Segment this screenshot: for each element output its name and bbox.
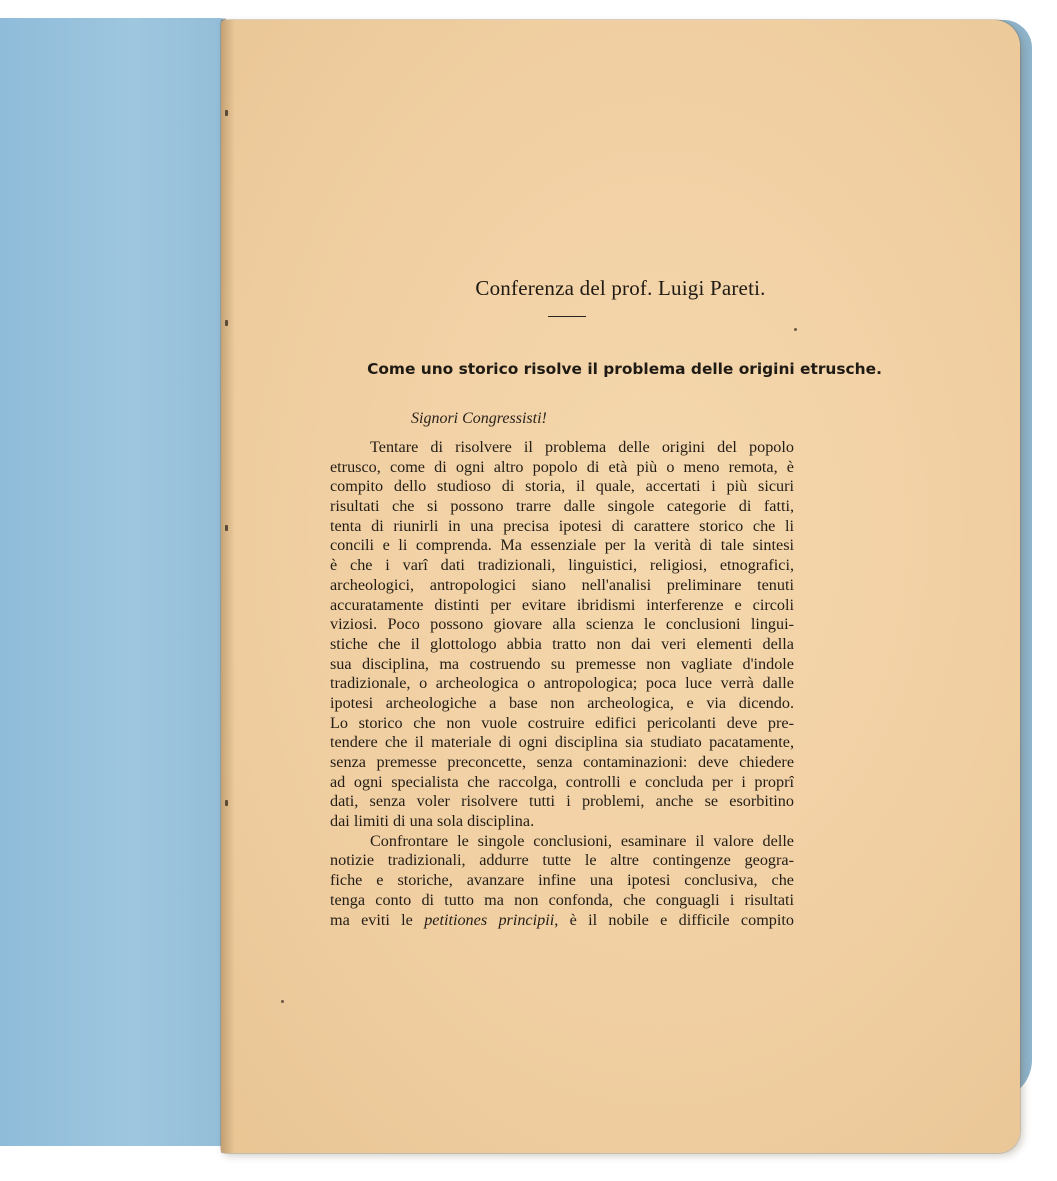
text-line: tenta di riunirli in una precisa ipotesi di carattere storico che li bbox=[330, 516, 794, 535]
text-line: senza premesse preconcette, senza contaminazioni: deve chiedere bbox=[330, 753, 794, 771]
text-line: concili e li comprenda. Ma essenziale per la verità di tale sintesi bbox=[330, 536, 794, 555]
binding-stitch bbox=[225, 525, 228, 531]
latin-phrase: petitiones principii bbox=[424, 910, 555, 929]
text-line: tenga conto di tutto ma non confonda, che conguagli i risultati bbox=[330, 890, 794, 909]
text-line: sua disciplina, ma costruendo su premesse non vagliate d'indole bbox=[330, 654, 794, 673]
text-line: ipotesi archeologiche a base non archeologica, e via dicendo. bbox=[330, 693, 794, 712]
text-line: stiche che il glottologo abbia tratto non dai veri elementi della bbox=[330, 634, 794, 653]
text-line: è che i varî dati tradizionali, linguistici, religiosi, etnografici, bbox=[330, 556, 794, 575]
book-page bbox=[221, 20, 1020, 1153]
text-line: risultati che si possono trarre dalle singole categorie di fatti, bbox=[330, 497, 794, 516]
body-text bbox=[330, 438, 794, 930]
text-line: viziosi. Poco possono giovare alla scienza le conclusioni lingui- bbox=[330, 615, 794, 634]
text-line: ma eviti le petitiones principii, è il nobile e difficile compito bbox=[330, 910, 794, 929]
binding-stitch bbox=[225, 110, 228, 116]
text-line: archeologici, antropologici siano nell'analisi preliminare tenuti bbox=[330, 575, 794, 594]
page-title: Conferenza del prof. Luigi Pareti. bbox=[475, 276, 766, 300]
text-line: dai limiti di una sola disciplina. bbox=[330, 812, 535, 831]
text-line: tradizionale, o archeologica o antropologica; poca luce verrà dalle bbox=[330, 674, 794, 693]
title-rule bbox=[548, 316, 586, 317]
text-line: compito dello studioso di storia, il quale, accertati i più sicuri bbox=[330, 477, 794, 496]
paper-speck bbox=[794, 328, 797, 331]
text-line: Lo storico che non vuole costruire edifici pericolanti deve pre- bbox=[330, 713, 794, 732]
text-line: dati, senza voler risolvere tutti i problemi, anche se esorbitino bbox=[330, 792, 794, 811]
text-line: accuratamente distinti per evitare ibridismi interferenze e circoli bbox=[330, 595, 794, 614]
page-gutter bbox=[221, 20, 235, 1153]
binding-stitch bbox=[225, 320, 228, 326]
text-line: etrusco, come di ogni altro popolo di età più o meno remota, è bbox=[330, 457, 794, 476]
text-line: ad ogni specialista che raccolga, controlli e concluda per i proprî bbox=[330, 772, 794, 791]
paper-speck bbox=[281, 1000, 284, 1003]
blue-paper-cover bbox=[0, 18, 226, 1146]
text-line: tendere che il materiale di ogni disciplina sia studiato pacatamente, bbox=[330, 733, 794, 752]
text-line: Tentare di risolvere il problema delle origini del popolo bbox=[370, 438, 794, 456]
binding-stitch bbox=[225, 800, 228, 806]
section-heading: Come uno storico risolve il problema delle origini etrusche. bbox=[367, 360, 882, 378]
salutation: Signori Congressisti! bbox=[411, 410, 547, 427]
text-line: fiche e storiche, avanzare infine una ipotesi conclusiva, che bbox=[330, 871, 794, 890]
text-line: notizie tradizionali, addurre tutte le altre contingenze geogra- bbox=[330, 851, 794, 870]
text-line: Confrontare le singole conclusioni, esaminare il valore delle bbox=[370, 831, 794, 850]
